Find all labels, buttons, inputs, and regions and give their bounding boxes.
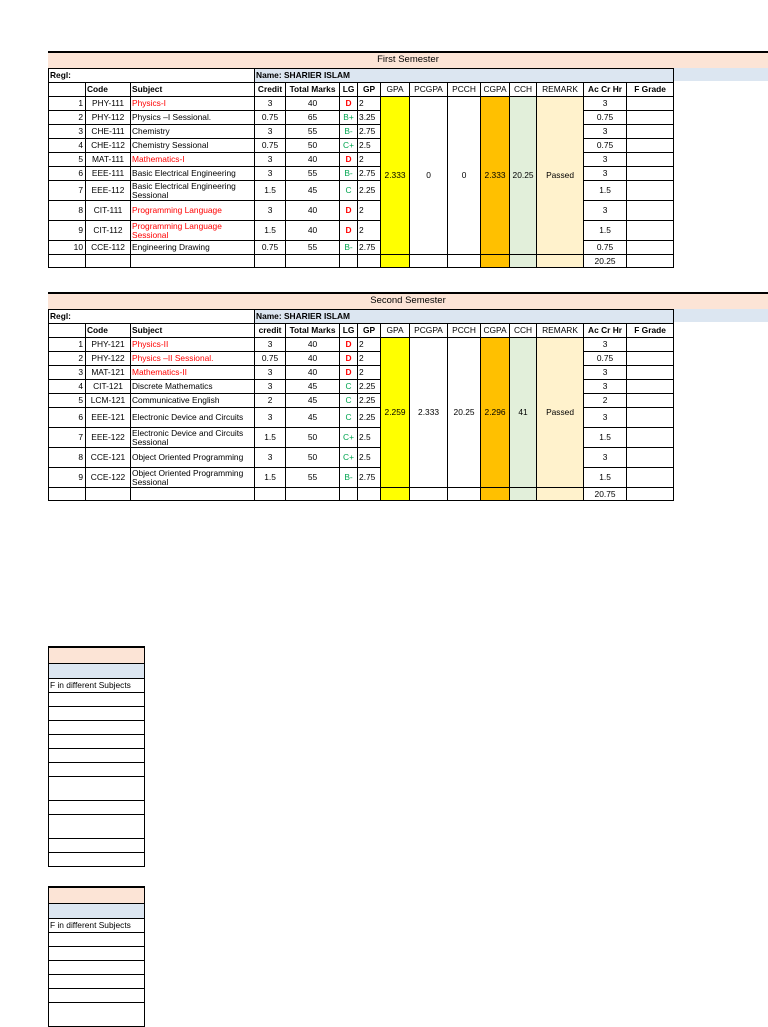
header-pcch: PCCH bbox=[448, 83, 481, 97]
grade-point: 2.75 bbox=[358, 468, 381, 488]
credit: 3 bbox=[255, 380, 286, 394]
row-number: 9 bbox=[49, 468, 86, 488]
f-panel-2-cell bbox=[49, 975, 145, 989]
subject-code: LCM-121 bbox=[86, 394, 131, 408]
first-semester-title bbox=[48, 51, 768, 68]
subject-name: Physics-II bbox=[131, 338, 255, 352]
letter-grade: B- bbox=[340, 468, 358, 488]
credit: 3 bbox=[255, 167, 286, 181]
header-pcgpa: PCGPA bbox=[410, 324, 448, 338]
total-marks: 55 bbox=[286, 167, 340, 181]
empty-cell bbox=[537, 488, 584, 501]
empty-cell bbox=[510, 488, 537, 501]
row-number: 1 bbox=[49, 97, 86, 111]
f-panel-1-cell bbox=[49, 735, 145, 749]
f-panel-2-label: F in different Subjects bbox=[49, 919, 145, 933]
ac-cr-hr: 0.75 bbox=[584, 352, 627, 366]
subject-name: Mathematics-I bbox=[131, 153, 255, 167]
header-cgpa: CGPA bbox=[481, 83, 510, 97]
first-semester-title-text: First Semester bbox=[377, 54, 439, 65]
row-number: 8 bbox=[49, 448, 86, 468]
credit: 0.75 bbox=[255, 352, 286, 366]
subject-name: Programming Language Sessional bbox=[131, 221, 255, 241]
second-semester-table bbox=[48, 309, 674, 501]
credit: 3 bbox=[255, 338, 286, 352]
grade-point: 2.25 bbox=[358, 181, 381, 201]
credit: 1.5 bbox=[255, 181, 286, 201]
ac-cr-hr: 3 bbox=[584, 408, 627, 428]
letter-grade: C bbox=[340, 408, 358, 428]
empty-cell bbox=[131, 488, 255, 501]
total-marks: 55 bbox=[286, 241, 340, 255]
subject-code: CIT-112 bbox=[86, 221, 131, 241]
ac-cr-hr: 2 bbox=[584, 394, 627, 408]
grade-point: 3.25 bbox=[358, 111, 381, 125]
grade-point: 2.75 bbox=[358, 125, 381, 139]
second-semester-sheet bbox=[48, 309, 673, 501]
ac-cr-hr: 1.5 bbox=[584, 181, 627, 201]
credit: 3 bbox=[255, 153, 286, 167]
gpa-value: 2.259 bbox=[381, 338, 410, 488]
credit: 0.75 bbox=[255, 139, 286, 153]
row-number: 10 bbox=[49, 241, 86, 255]
f-grade bbox=[627, 408, 674, 428]
credit: 0.75 bbox=[255, 111, 286, 125]
row-number: 4 bbox=[49, 380, 86, 394]
f-grade bbox=[627, 125, 674, 139]
f-panel-2-cell bbox=[49, 1003, 145, 1027]
f-grade bbox=[627, 167, 674, 181]
f-grade bbox=[627, 380, 674, 394]
header-pcch: PCCH bbox=[448, 324, 481, 338]
table-row bbox=[49, 97, 674, 111]
total-row bbox=[49, 255, 674, 268]
f-panel-1-cell bbox=[49, 693, 145, 707]
regl-label: Regl: bbox=[49, 310, 255, 324]
header-f-grade: F Grade bbox=[627, 83, 674, 97]
empty-cell bbox=[86, 488, 131, 501]
credit: 3 bbox=[255, 201, 286, 221]
pcgpa-value: 0 bbox=[410, 97, 448, 255]
pcch-value: 0 bbox=[448, 97, 481, 255]
grade-point: 2.5 bbox=[358, 139, 381, 153]
credit: 1.5 bbox=[255, 221, 286, 241]
header-gpa: GPA bbox=[381, 324, 410, 338]
header-code: Code bbox=[86, 83, 131, 97]
ac-cr-hr: 3 bbox=[584, 125, 627, 139]
header-pcgpa: PCGPA bbox=[410, 83, 448, 97]
header-total-marks: Total Marks bbox=[286, 83, 340, 97]
letter-grade: C bbox=[340, 394, 358, 408]
grade-point: 2.25 bbox=[358, 380, 381, 394]
subject-name: Communicative English bbox=[131, 394, 255, 408]
subject-code: PHY-122 bbox=[86, 352, 131, 366]
subject-code: CHE-112 bbox=[86, 139, 131, 153]
header-ac-cr-hr: Ac Cr Hr bbox=[584, 83, 627, 97]
subject-code: EEE-121 bbox=[86, 408, 131, 428]
subject-name: Mathematics-II bbox=[131, 366, 255, 380]
grade-point: 2 bbox=[358, 352, 381, 366]
f-panel-2-cell bbox=[49, 989, 145, 1003]
subject-name: Object Oriented Programming bbox=[131, 448, 255, 468]
f-grade bbox=[627, 139, 674, 153]
first-semester-name-band bbox=[673, 68, 768, 81]
empty-cell bbox=[410, 488, 448, 501]
f-panel-2-cell bbox=[49, 961, 145, 975]
empty-cell bbox=[358, 255, 381, 268]
total-marks: 40 bbox=[286, 352, 340, 366]
subject-code: CCE-112 bbox=[86, 241, 131, 255]
cgpa-value: 2.296 bbox=[481, 338, 510, 488]
subject-code: MAT-121 bbox=[86, 366, 131, 380]
f-subjects-panel-2 bbox=[48, 886, 145, 1027]
letter-grade: B- bbox=[340, 125, 358, 139]
credit: 3 bbox=[255, 408, 286, 428]
total-marks: 65 bbox=[286, 111, 340, 125]
row-number: 5 bbox=[49, 153, 86, 167]
remark-value: Passed bbox=[537, 97, 584, 255]
row-number: 6 bbox=[49, 408, 86, 428]
subject-code: CIT-111 bbox=[86, 201, 131, 221]
f-grade bbox=[627, 221, 674, 241]
ac-cr-hr: 3 bbox=[584, 380, 627, 394]
empty-cell bbox=[286, 255, 340, 268]
student-name: Name: SHARIER ISLAM bbox=[255, 69, 674, 83]
header-total-marks: Total Marks bbox=[286, 324, 340, 338]
subject-code: EEE-111 bbox=[86, 167, 131, 181]
row-number: 1 bbox=[49, 338, 86, 352]
total-marks: 45 bbox=[286, 181, 340, 201]
remark-value: Passed bbox=[537, 338, 584, 488]
f-grade bbox=[627, 111, 674, 125]
ac-cr-hr: 3 bbox=[584, 366, 627, 380]
letter-grade: B- bbox=[340, 241, 358, 255]
ac-cr-hr: 0.75 bbox=[584, 111, 627, 125]
total-marks: 40 bbox=[286, 97, 340, 111]
second-semester-title bbox=[48, 292, 768, 309]
header-row bbox=[49, 83, 674, 97]
subject-name: Physics –II Sessional. bbox=[131, 352, 255, 366]
total-marks: 45 bbox=[286, 408, 340, 428]
pcch-value: 20.25 bbox=[448, 338, 481, 488]
subject-code: PHY-112 bbox=[86, 111, 131, 125]
ac-cr-hr: 3 bbox=[584, 97, 627, 111]
subject-name: Physics-I bbox=[131, 97, 255, 111]
grade-point: 2.25 bbox=[358, 408, 381, 428]
letter-grade: D bbox=[340, 201, 358, 221]
row-number: 2 bbox=[49, 111, 86, 125]
f-panel-1-label: F in different Subjects bbox=[49, 679, 145, 693]
subject-code: CHE-111 bbox=[86, 125, 131, 139]
header-no bbox=[49, 324, 86, 338]
f-panel-1-table bbox=[48, 678, 145, 867]
credit: 1.5 bbox=[255, 468, 286, 488]
f-grade bbox=[627, 181, 674, 201]
letter-grade: C+ bbox=[340, 139, 358, 153]
header-credit: credit bbox=[255, 324, 286, 338]
f-panel-1-cell bbox=[49, 777, 145, 801]
grade-point: 2 bbox=[358, 153, 381, 167]
letter-grade: C bbox=[340, 181, 358, 201]
total-marks: 40 bbox=[286, 338, 340, 352]
credit: 3 bbox=[255, 125, 286, 139]
total-marks: 50 bbox=[286, 428, 340, 448]
first-semester-sheet bbox=[48, 68, 673, 268]
f-panel-1-cell bbox=[49, 721, 145, 735]
ac-cr-hr: 3 bbox=[584, 153, 627, 167]
subject-name: Chemistry bbox=[131, 125, 255, 139]
subject-code: PHY-121 bbox=[86, 338, 131, 352]
f-grade bbox=[627, 352, 674, 366]
ac-cr-hr: 1.5 bbox=[584, 428, 627, 448]
f-grade bbox=[627, 366, 674, 380]
header-f-grade: F Grade bbox=[627, 324, 674, 338]
total-marks: 40 bbox=[286, 153, 340, 167]
subject-name: Object Oriented Programming Sessional bbox=[131, 468, 255, 488]
total-marks: 45 bbox=[286, 394, 340, 408]
subject-name: Programming Language bbox=[131, 201, 255, 221]
first-semester-table bbox=[48, 68, 674, 268]
empty-cell bbox=[255, 488, 286, 501]
subject-code: CCE-122 bbox=[86, 468, 131, 488]
total-marks: 40 bbox=[286, 366, 340, 380]
f-grade bbox=[627, 428, 674, 448]
subject-code: EEE-112 bbox=[86, 181, 131, 201]
row-number: 8 bbox=[49, 201, 86, 221]
empty-cell bbox=[448, 488, 481, 501]
regl-label: Regl: bbox=[49, 69, 255, 83]
empty-cell bbox=[358, 488, 381, 501]
f-grade bbox=[627, 241, 674, 255]
grade-point: 2.5 bbox=[358, 428, 381, 448]
cgpa-value: 2.333 bbox=[481, 97, 510, 255]
f-panel-1-cell bbox=[49, 853, 145, 867]
f-grade bbox=[627, 153, 674, 167]
row-number: 5 bbox=[49, 394, 86, 408]
header-gp: GP bbox=[358, 324, 381, 338]
letter-grade: C+ bbox=[340, 428, 358, 448]
total-marks: 50 bbox=[286, 139, 340, 153]
credit: 0.75 bbox=[255, 241, 286, 255]
f-panel-2-cell bbox=[49, 933, 145, 947]
regl-name-row bbox=[49, 69, 674, 83]
empty-cell bbox=[510, 255, 537, 268]
subject-code: EEE-122 bbox=[86, 428, 131, 448]
header-credit: Credit bbox=[255, 83, 286, 97]
header-gp: GP bbox=[358, 83, 381, 97]
grade-point: 2.75 bbox=[358, 167, 381, 181]
f-grade bbox=[627, 394, 674, 408]
f-grade bbox=[627, 338, 674, 352]
f-panel-2-header bbox=[48, 886, 145, 904]
subject-name: Physics –I Sessional. bbox=[131, 111, 255, 125]
f-panel-1-header bbox=[48, 646, 145, 664]
ac-cr-hr: 1.5 bbox=[584, 468, 627, 488]
row-number: 4 bbox=[49, 139, 86, 153]
header-gpa: GPA bbox=[381, 83, 410, 97]
empty-cell bbox=[627, 488, 674, 501]
letter-grade: D bbox=[340, 97, 358, 111]
f-panel-2-band bbox=[48, 904, 145, 918]
row-number: 3 bbox=[49, 125, 86, 139]
header-lg: LG bbox=[340, 83, 358, 97]
row-number: 7 bbox=[49, 181, 86, 201]
grade-point: 2 bbox=[358, 366, 381, 380]
header-lg: LG bbox=[340, 324, 358, 338]
gpa-value: 2.333 bbox=[381, 97, 410, 255]
ac-cr-hr: 3 bbox=[584, 167, 627, 181]
table-row bbox=[49, 338, 674, 352]
total-marks: 50 bbox=[286, 448, 340, 468]
header-row bbox=[49, 324, 674, 338]
total-row bbox=[49, 488, 674, 501]
empty-cell bbox=[381, 255, 410, 268]
header-cgpa: CGPA bbox=[481, 324, 510, 338]
f-panel-2-cell bbox=[49, 947, 145, 961]
empty-cell bbox=[481, 488, 510, 501]
total-marks: 40 bbox=[286, 201, 340, 221]
empty-cell bbox=[481, 255, 510, 268]
regl-name-row bbox=[49, 310, 674, 324]
header-subject: Subject bbox=[131, 324, 255, 338]
header-code: Code bbox=[86, 324, 131, 338]
ac-cr-hr: 0.75 bbox=[584, 139, 627, 153]
row-number: 3 bbox=[49, 366, 86, 380]
grade-point: 2.75 bbox=[358, 241, 381, 255]
header-subject: Subject bbox=[131, 83, 255, 97]
empty-cell bbox=[448, 255, 481, 268]
header-cch: CCH bbox=[510, 324, 537, 338]
letter-grade: D bbox=[340, 153, 358, 167]
subject-name: Discrete Mathematics bbox=[131, 380, 255, 394]
letter-grade: D bbox=[340, 366, 358, 380]
letter-grade: D bbox=[340, 352, 358, 366]
second-semester-title-text: Second Semester bbox=[370, 295, 446, 306]
f-grade bbox=[627, 448, 674, 468]
cch-value: 41 bbox=[510, 338, 537, 488]
credit: 3 bbox=[255, 97, 286, 111]
f-panel-1-cell bbox=[49, 763, 145, 777]
credit: 3 bbox=[255, 448, 286, 468]
grade-point: 2.25 bbox=[358, 394, 381, 408]
empty-cell bbox=[340, 488, 358, 501]
pcgpa-value: 2.333 bbox=[410, 338, 448, 488]
empty-cell bbox=[255, 255, 286, 268]
total-marks: 55 bbox=[286, 468, 340, 488]
ac-cr-hr: 3 bbox=[584, 201, 627, 221]
f-grade bbox=[627, 201, 674, 221]
total-marks: 45 bbox=[286, 380, 340, 394]
ac-cr-hr: 3 bbox=[584, 448, 627, 468]
subject-name: Engineering Drawing bbox=[131, 241, 255, 255]
credit: 2 bbox=[255, 394, 286, 408]
ac-cr-hr: 3 bbox=[584, 338, 627, 352]
cch-value: 20.25 bbox=[510, 97, 537, 255]
grade-point: 2 bbox=[358, 221, 381, 241]
f-panel-1-cell bbox=[49, 707, 145, 721]
total-ac-cr-hr: 20.25 bbox=[584, 255, 627, 268]
letter-grade: B- bbox=[340, 167, 358, 181]
header-remark: REMARK bbox=[537, 324, 584, 338]
empty-cell bbox=[410, 255, 448, 268]
subject-name: Electronic Device and Circuits bbox=[131, 408, 255, 428]
row-number: 9 bbox=[49, 221, 86, 241]
f-panel-1-cell bbox=[49, 815, 145, 839]
empty-cell bbox=[381, 488, 410, 501]
f-grade bbox=[627, 97, 674, 111]
subject-name: Electronic Device and Circuits Sessional bbox=[131, 428, 255, 448]
total-marks: 55 bbox=[286, 125, 340, 139]
ac-cr-hr: 1.5 bbox=[584, 221, 627, 241]
header-ac-cr-hr: Ac Cr Hr bbox=[584, 324, 627, 338]
subject-code: CCE-121 bbox=[86, 448, 131, 468]
f-panel-1-cell bbox=[49, 801, 145, 815]
grade-point: 2 bbox=[358, 201, 381, 221]
ac-cr-hr: 0.75 bbox=[584, 241, 627, 255]
credit: 3 bbox=[255, 366, 286, 380]
f-subjects-panel-1 bbox=[48, 646, 145, 867]
empty-cell bbox=[537, 255, 584, 268]
letter-grade: D bbox=[340, 221, 358, 241]
f-panel-2-table bbox=[48, 918, 145, 1027]
grade-point: 2 bbox=[358, 338, 381, 352]
subject-code: MAT-111 bbox=[86, 153, 131, 167]
letter-grade: D bbox=[340, 338, 358, 352]
f-panel-1-cell bbox=[49, 749, 145, 763]
row-number: 7 bbox=[49, 428, 86, 448]
f-grade bbox=[627, 468, 674, 488]
f-panel-1-cell bbox=[49, 839, 145, 853]
subject-name: Basic Electrical Engineering bbox=[131, 167, 255, 181]
subject-code: CIT-121 bbox=[86, 380, 131, 394]
empty-cell bbox=[627, 255, 674, 268]
empty-cell bbox=[131, 255, 255, 268]
student-name: Name: SHARIER ISLAM bbox=[255, 310, 674, 324]
header-cch: CCH bbox=[510, 83, 537, 97]
row-number: 2 bbox=[49, 352, 86, 366]
header-remark: REMARK bbox=[537, 83, 584, 97]
subject-code: PHY-111 bbox=[86, 97, 131, 111]
empty-cell bbox=[340, 255, 358, 268]
empty-cell bbox=[86, 255, 131, 268]
empty-cell bbox=[286, 488, 340, 501]
subject-name: Basic Electrical Engineering Sessional bbox=[131, 181, 255, 201]
subject-name: Chemistry Sessional bbox=[131, 139, 255, 153]
f-panel-1-band bbox=[48, 664, 145, 678]
row-number: 6 bbox=[49, 167, 86, 181]
letter-grade: C bbox=[340, 380, 358, 394]
letter-grade: B+ bbox=[340, 111, 358, 125]
credit: 1.5 bbox=[255, 428, 286, 448]
second-semester-name-band bbox=[673, 309, 768, 322]
empty-cell bbox=[49, 488, 86, 501]
empty-cell bbox=[49, 255, 86, 268]
total-ac-cr-hr: 20.75 bbox=[584, 488, 627, 501]
grade-point: 2.5 bbox=[358, 448, 381, 468]
letter-grade: C+ bbox=[340, 448, 358, 468]
grade-point: 2 bbox=[358, 97, 381, 111]
total-marks: 40 bbox=[286, 221, 340, 241]
header-no bbox=[49, 83, 86, 97]
